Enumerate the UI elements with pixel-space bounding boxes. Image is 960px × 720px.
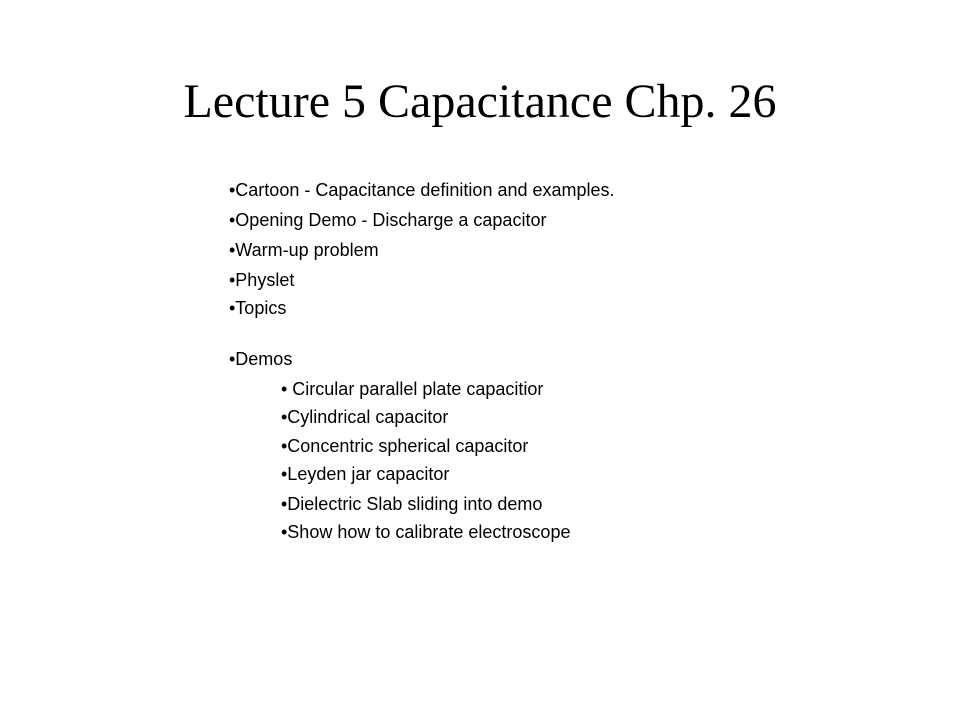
bullet-demos: •Demos (229, 349, 293, 369)
bullet-warm-up: •Warm-up problem (229, 240, 379, 260)
bullet-opening-demo: •Opening Demo - Discharge a capacitor (229, 210, 547, 230)
sub-bullet-concentric: •Concentric spherical capacitor (281, 436, 529, 456)
bullet-physlet: •Physlet (229, 270, 295, 290)
sub-bullet-circular: • Circular parallel plate capacitior (281, 379, 544, 399)
slide-title: Lecture 5 Capacitance Chp. 26 (183, 75, 777, 128)
sub-bullet-electroscope: •Show how to calibrate electroscope (281, 522, 571, 542)
sub-bullet-dielectric: •Dielectric Slab sliding into demo (281, 494, 543, 514)
sub-bullet-leyden: •Leyden jar capacitor (281, 464, 450, 484)
sub-bullet-cylindrical: •Cylindrical capacitor (281, 407, 449, 427)
bullet-cartoon: •Cartoon - Capacitance definition and examples. (229, 180, 615, 200)
bullet-topics: •Topics (229, 298, 287, 318)
